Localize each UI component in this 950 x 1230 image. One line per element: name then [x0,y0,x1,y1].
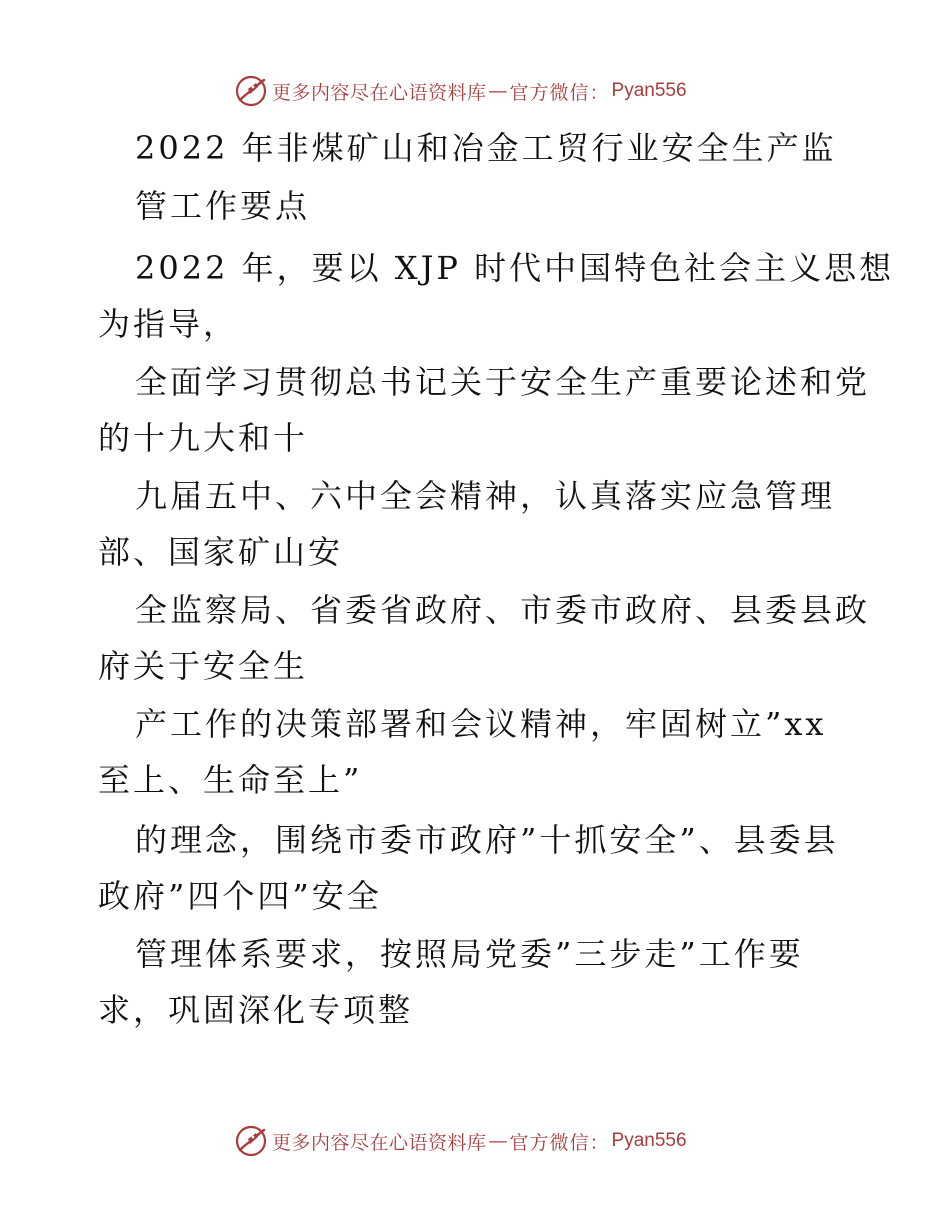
paragraph-line: 全监察局、省委省政府、市委市政府、县委县政 [135,591,871,629]
paragraph-line: 的十九大和十 [98,419,309,457]
paragraph-line: 部、国家矿山安 [98,533,344,571]
watermark-wechat-id: Pyan556 [611,80,687,101]
watermark-site-text: 更多内容尽在心语资料库 [272,81,487,104]
paragraph-line: 全面学习贯彻总书记关于安全生产重要论述和党 [135,363,871,401]
paragraph-line: 管理体系要求，按照局党委”三步走”工作要 [135,935,804,973]
watermark-site-text: 更多内容尽在心语资料库 [272,1131,487,1154]
paragraph-line: 府关于安全生 [98,647,309,685]
paragraph-line: 求，巩固深化专项整 [98,991,414,1029]
pen-nib-logo-icon [234,74,268,108]
paragraph-line: 九届五中、六中全会精神，认真落实应急管理 [135,477,836,515]
pen-nib-logo-icon [234,1124,268,1158]
header-watermark [234,74,687,108]
watermark-wechat-id: Pyan556 [611,1130,687,1151]
paragraph-line: 产工作的决策部署和会议精神，牢固树立”xx [135,705,827,743]
title-line-2: 管工作要点 [135,187,311,225]
footer-watermark [234,1124,687,1158]
paragraph-line: 2022 年，要以 XJP 时代中国特色社会主义思想 [135,249,895,287]
paragraph-line: 至上、生命至上” [98,761,363,799]
paragraph-line: 为指导， [98,305,239,343]
watermark-separator: — [488,1130,508,1152]
watermark-wechat-label: 官方微信： [509,1131,610,1154]
watermark-separator: — [488,80,508,102]
paragraph-line: 政府”四个四”安全 [98,877,382,915]
watermark-wechat-label: 官方微信： [509,81,610,104]
title-line-1: 2022 年非煤矿山和冶金工贸行业安全生产监 [135,129,837,167]
paragraph-line: 的理念，围绕市委市政府”十抓安全”、县委县 [135,821,839,859]
